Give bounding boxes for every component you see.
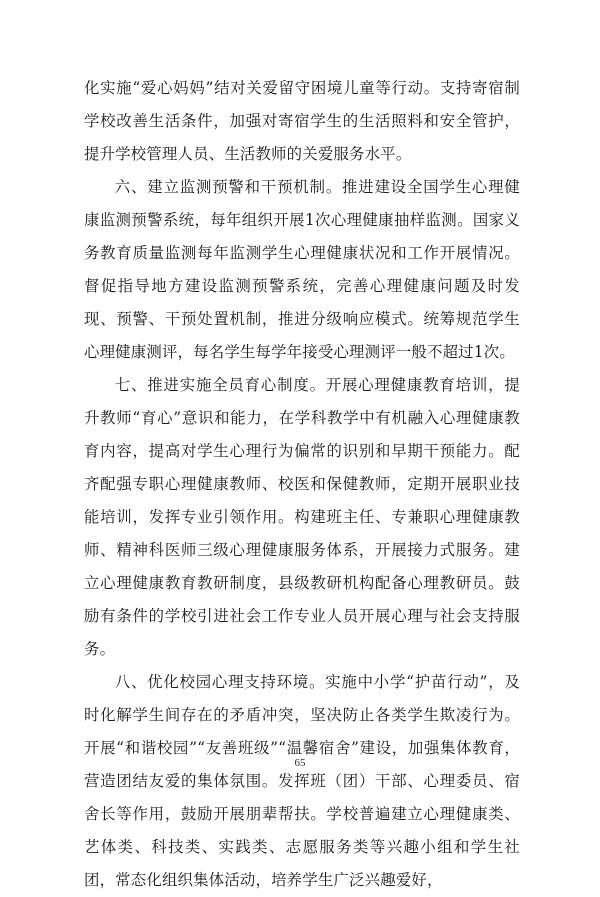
- page-number: 65: [294, 757, 306, 769]
- paragraph-section-6: 六、建立监测预警和干预机制。推进建设全国学生心理健康监测预警系统，每年组织开展1次心理健康抽样监测。国家义务教育质量监测每年监测学生心理健康状况和工作开展情况。督促指导地方建设监测预警系统，完善心理健康问题及时发现、预警、干预处置机制，推进分级响应模式。统筹规范学生心理健康测评，每名学生每学年接受心理测评一般不超过1次。: [84, 178, 520, 361]
- paragraph-section-8: 八、优化校园心理支持环境。实施中小学“护苗行动”，及时化解学生间存在的矛盾冲突，坚决防止各类学生欺凌行为。开展“和谐校园”“友善班级”“温馨宿舍”建设，加强集体教育，营造团结友爱的集体氛围。发挥班（团）干部、心理委员、宿舍长等作用，鼓励开展朋辈帮扶。学校普遍建立心理健康类、艺体类、科技类、实践类、志愿服务类等兴趣小组和学生社团，常态化组织集体活动，培养学生广泛兴趣爱好，: [84, 673, 520, 889]
- paragraph-section-7: 七、推进实施全员育心制度。开展心理健康教育培训，提升教师“育心”意识和能力，在学科教学中有机融入心理健康教育内容，提高对学生心理行为偏常的识别和早期干预能力。配齐配强专职心理健康教师、校医和保健教师，定期开展职业技能培训，发挥专业引领作用。构建班主任、专兼职心理健康教师、精神科医师三级心理健康服务体系，开展接力式服务。建立心理健康教育教研制度，县级教研机构配备心理教研员。鼓励有条件的学校引进社会工作专业人员开展心理与社会支持服务。: [84, 376, 520, 658]
- document-body: [84, 72, 520, 897]
- paragraph-continuation: 化实施“爱心妈妈”结对关爱留守困境儿童等行动。支持寄宿制学校改善生活条件，加强对寄宿学生的生活照料和安全管护，提升学校管理人员、生活教师的关爱服务水平。: [84, 79, 520, 163]
